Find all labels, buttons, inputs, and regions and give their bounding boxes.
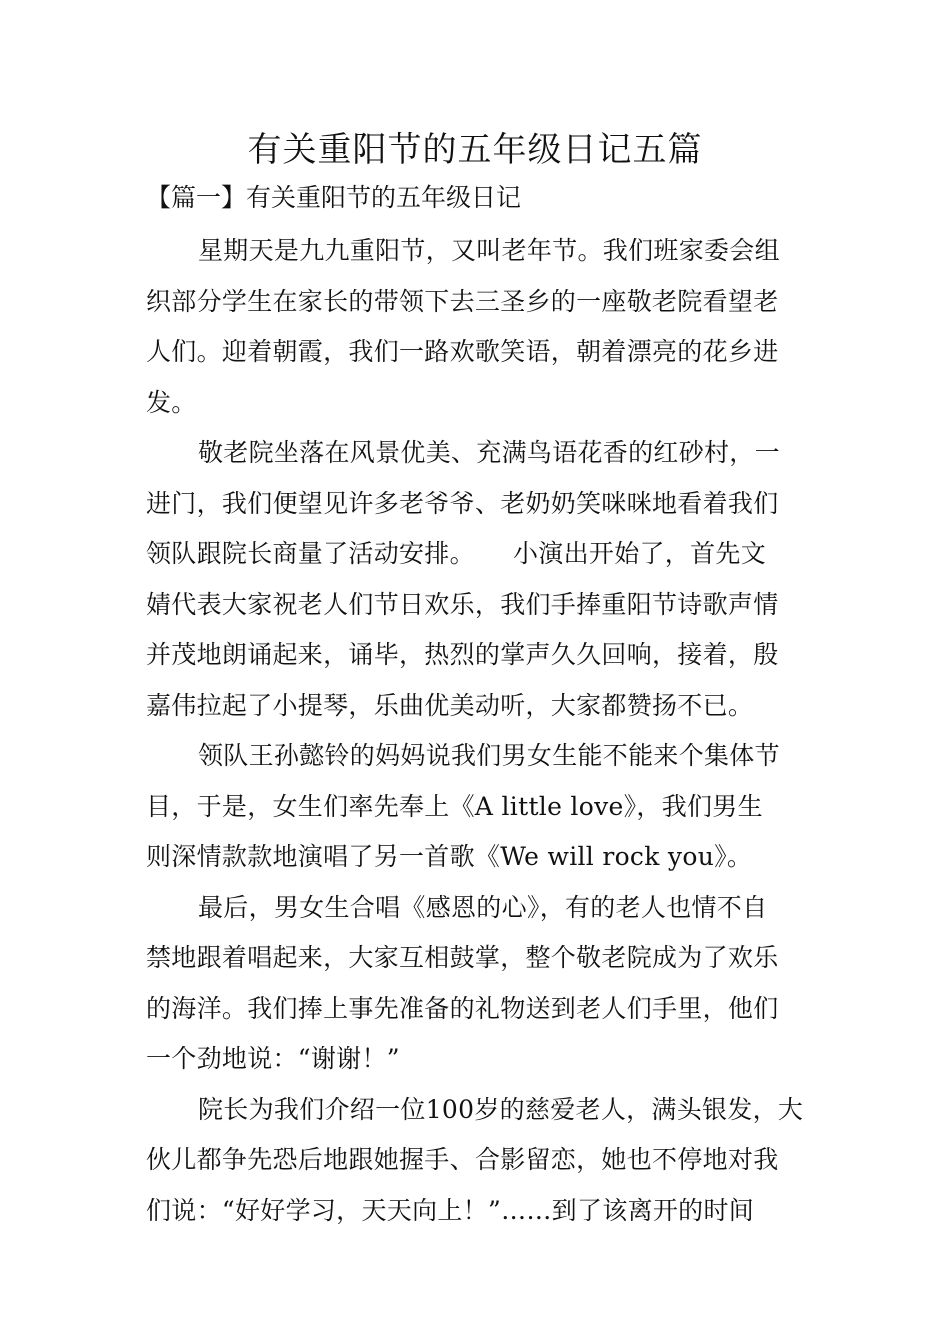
text-line: 伙儿都争先恐后地跟她握手、合影留恋，她也不停地对我 xyxy=(146,1145,779,1174)
text-line: 婧代表大家祝老人们节日欢乐，我们手捧重阳节诗歌声情 xyxy=(146,589,779,619)
text-line: 织部分学生在家长的带领下去三圣乡的一座敬老院看望老 xyxy=(146,286,779,316)
text-line: 一个劲地说：“谢谢！” xyxy=(146,1044,400,1073)
paragraph xyxy=(146,226,806,428)
document-body xyxy=(146,226,806,1236)
text-line: 敬老院坐落在风景优美、充满鸟语花香的红砂村，一 xyxy=(198,438,780,467)
text-line: 院长为我们介绍一位100岁的慈爱老人，满头银发，大 xyxy=(198,1094,804,1124)
document-title: 有关重阳节的五年级日记五篇 xyxy=(247,130,703,170)
text-line: 嘉伟拉起了小提琴，乐曲优美动听，大家都赞扬不已。 xyxy=(146,690,754,720)
text-line: 的海洋。我们捧上事先准备的礼物送到老人们手里，他们 xyxy=(146,993,779,1023)
text-line: 人们。迎着朝霞，我们一路欢歌笑语，朝着漂亮的花乡进 xyxy=(146,337,779,366)
text-line: 则深情款款地演唱了另一首歌《We will rock you》。 xyxy=(146,842,753,871)
paragraph xyxy=(146,428,806,731)
paragraph xyxy=(146,883,806,1085)
paragraph xyxy=(146,1085,806,1237)
text-line: 目，于是，女生们率先奉上《A little love》，我们男生 xyxy=(146,791,763,821)
paragraph xyxy=(146,731,806,883)
section-heading: 【篇一】有关重阳节的五年级日记 xyxy=(146,183,522,212)
text-line: 领队王孙懿铃的妈妈说我们男女生能不能来个集体节 xyxy=(198,741,780,770)
text-line: 发。 xyxy=(146,387,197,417)
text-line: 最后，男女生合唱《感恩的心》，有的老人也情不自 xyxy=(198,892,768,922)
text-line: 领队跟院长商量了活动安排。 小演出开始了，首先文 xyxy=(146,539,767,568)
text-line: 并茂地朗诵起来，诵毕，热烈的掌声久久回响，接着，殷 xyxy=(146,640,779,669)
text-line: 星期天是九九重阳节，又叫老年节。我们班家委会组 xyxy=(198,236,780,265)
text-line: 禁地跟着唱起来，大家互相鼓掌，整个敬老院成为了欢乐 xyxy=(146,943,779,972)
text-line: 们说：“好好学习，天天向上！”……到了该离开的时间 xyxy=(146,1195,755,1225)
text-line: 进门，我们便望见许多老爷爷、老奶奶笑咪咪地看着我们 xyxy=(146,488,779,518)
